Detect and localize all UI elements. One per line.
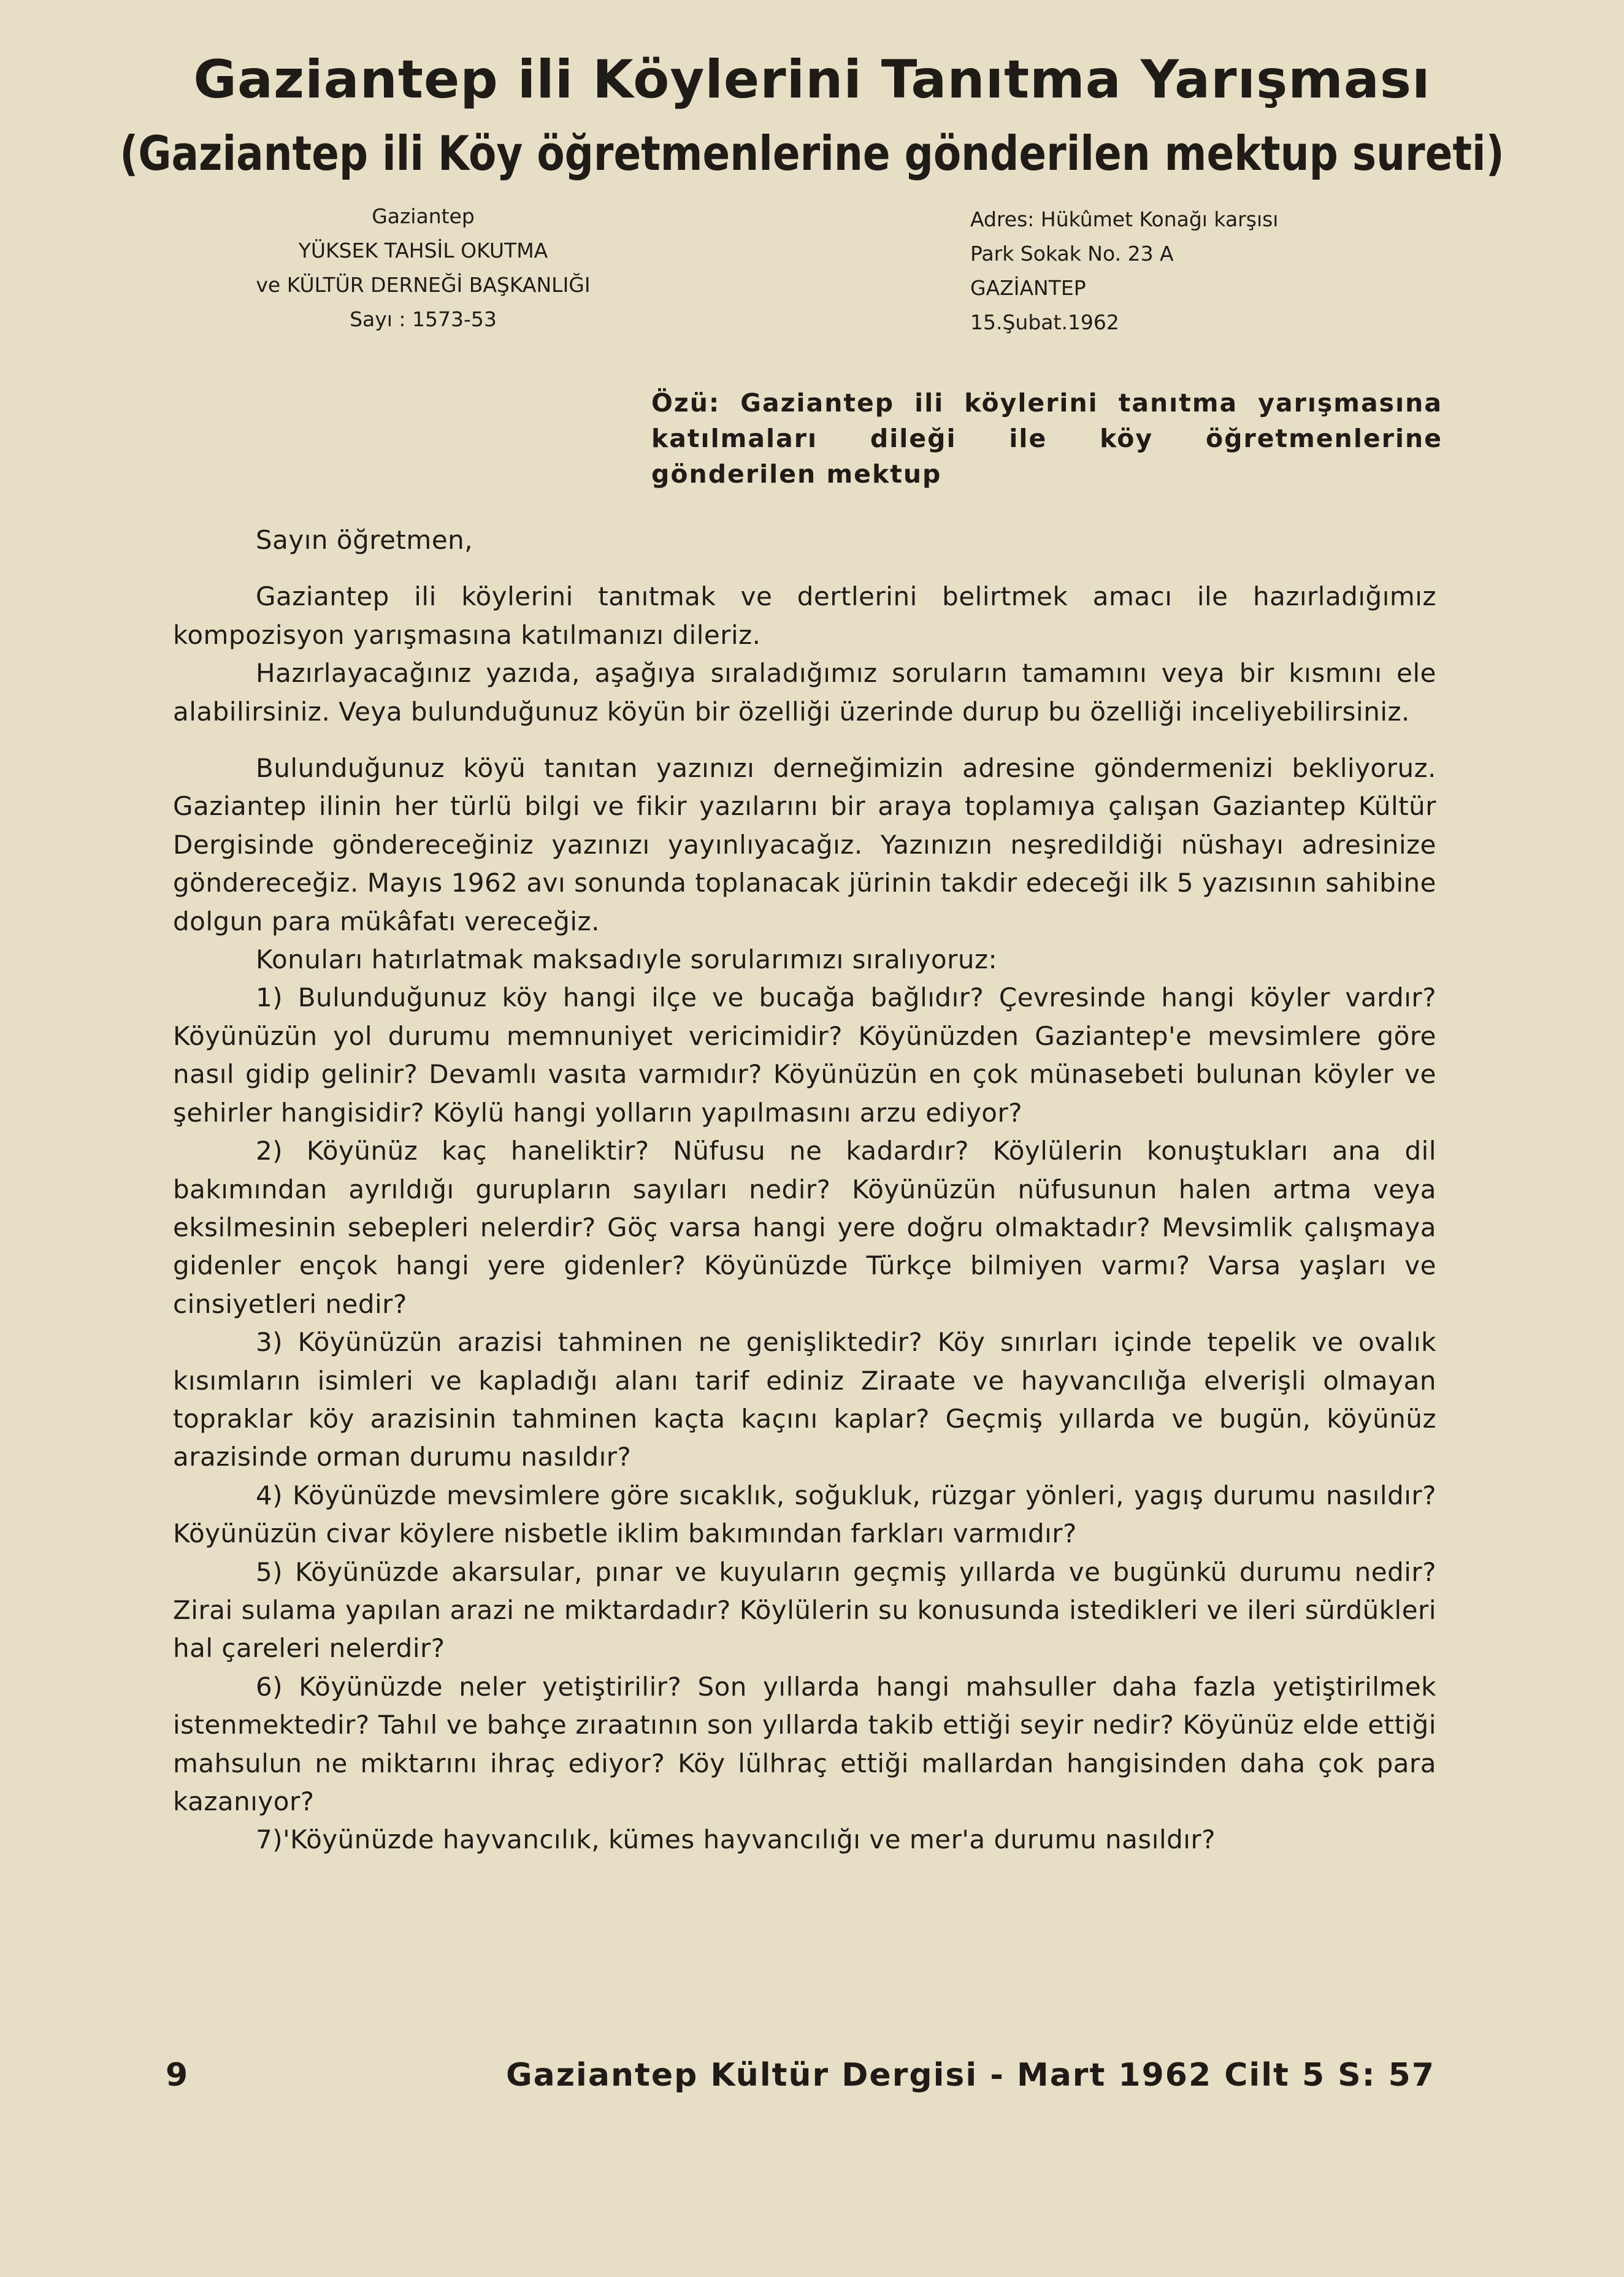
salutation: Sayın öğretmen, <box>256 525 473 555</box>
sender-line: ve KÜLTÜR DERNEĞİ BAŞKANLIĞI <box>256 273 591 297</box>
letter-date: 15.Şubat.1962 <box>970 310 1119 334</box>
address-block <box>970 202 1278 340</box>
question-item: 3) Köyünüzün arazisi tahminen ne genişliktedir? Köy sınırları içinde tepelik ve ovalık kısımların isimleri ve kapladığı alanı tarif ediniz Ziraate ve hayvancılığa elverişli olmayan topraklar köy arazisinin tahminen kaçta kaçını kaplar? Geçmiş yıllarda ve bugün, köyünüz arazisinde orman durumu nasıldır? <box>173 1327 1436 1472</box>
paragraph: Gaziantep ili köylerini tanıtmak ve dertlerini belirtmek amacı ile hazırladığımız kompozisyon yarışmasına katılmanızı dileriz. <box>173 581 1436 650</box>
page-subtitle: (Gaziantep ili Köy öğretmenlerine gönderilen mektup sureti) <box>120 126 1504 182</box>
sender-line: YÜKSEK TAHSİL OKUTMA <box>298 239 548 262</box>
question-item: 7)'Köyünüzde hayvancılık, kümes hayvancılığı ve mer'a durumu nasıldır? <box>256 1824 1216 1855</box>
address-city: GAZİANTEP <box>970 276 1086 300</box>
paragraph: Konuları hatırlatmak maksadıyle sorularımızı sıralıyoruz: <box>256 944 998 975</box>
question-item: 4) Köyünüzde mevsimlere göre sıcaklık, soğukluk, rüzgar yönleri, yagış durumu nasıldır? Köyünüzün civar köylere nisbetle iklim bakımından farkları varmıdır? <box>173 1480 1436 1549</box>
subject-summary: Özü: Gaziantep ili köylerini tanıtma yarışmasına katılmaları dileği ile köy öğretmenlerine gönderilen mektup <box>651 388 1442 489</box>
question-item: 2) Köyünüz kaç haneliktir? Nüfusu ne kadardır? Köylülerin konuştukları ana dil bakımından ayrıldığı gurupların sayıları nedir? Köyünüzün nüfusunun halen artma veya eksilmesinin sebepleri nelerdir? Göç varsa hangi yere doğru olmaktadır? Mevsimlik çalışmaya gidenler ençok hangi yere gidenler? Köyünüzde Türkçe bilmiyen varmı? Varsa yaşları ve cinsiyetleri nedir? <box>173 1136 1436 1319</box>
address-line: Park Sokak No. 23 A <box>970 242 1174 266</box>
sender-block <box>196 199 650 337</box>
sender-line: Gaziantep <box>372 204 475 228</box>
page-title: Gaziantep ili Köylerini Tanıtma Yarışması <box>193 49 1431 110</box>
paragraph: Hazırlayacağınız yazıda, aşağıya sıraladığımız soruların tamamını veya bir kısmını ele alabilirsiniz. Veya bulunduğunuz köyün bir özelliği üzerinde durup bu özelliği inceliyebilirsiniz. <box>173 658 1436 727</box>
paragraph: Bulunduğunuz köyü tanıtan yazınızı derneğimizin adresine göndermenizi bekliyoruz. Gaziantep ilinin her türlü bilgi ve fikir yazılarını bir araya toplamıya çalışan Gaziantep Kültür Dergisinde göndereceğiniz yazınızı yayınlıyacağız. Yazınızın neşredildiği nüshayı adresinize göndereceğiz. Mayıs 1962 avı sonunda toplanacak jürinin takdir edeceği ilk 5 yazısının sahibine dolgun para mükâfatı vereceğiz. <box>173 753 1436 936</box>
letter-body <box>173 521 1436 1859</box>
question-item: 6) Köyünüzde neler yetiştirilir? Son yıllarda hangi mahsuller daha fazla yetiştirilmek istenmektedir? Tahıl ve bahçe zıraatının son yıllarda takib ettiği seyir nedir? Köyünüz elde ettiği mahsulun ne miktarını ihraç ediyor? Köy lülhraç ettiği mallardan hangisinden daha çok para kazanıyor? <box>173 1671 1436 1816</box>
journal-info: Gaziantep Kültür Dergisi - Mart 1962 Cilt 5 S: 57 <box>506 2057 1435 2094</box>
sender-reference-number: Sayı : 1573-53 <box>350 307 497 331</box>
question-item: 1) Bulunduğunuz köy hangi ilçe ve bucağa bağlıdır? Çevresinde hangi köyler vardır? Köyünüzün yol durumu memnuniyet vericimidir? Köyünüzden Gaziantep'e mevsimlere göre nasıl gidip gelinir? Devamlı vasıta varmıdır? Köyünüzün en çok münasebeti bulunan köyler ve şehirler hangisidir? Köylü hangi yolların yapılmasını arzu ediyor? <box>173 982 1436 1128</box>
question-item: 5) Köyünüzde akarsular, pınar ve kuyuların geçmiş yıllarda ve bugünkü durumu nedir? Zirai sulama yapılan arazi ne miktardadır? Köylülerin su konusunda istedikleri ve ileri sürdükleri hal çareleri nelerdir? <box>173 1556 1436 1664</box>
address-line: Adres: Hükûmet Konağı karşısı <box>970 207 1279 231</box>
page-number: 9 <box>166 2057 188 2094</box>
